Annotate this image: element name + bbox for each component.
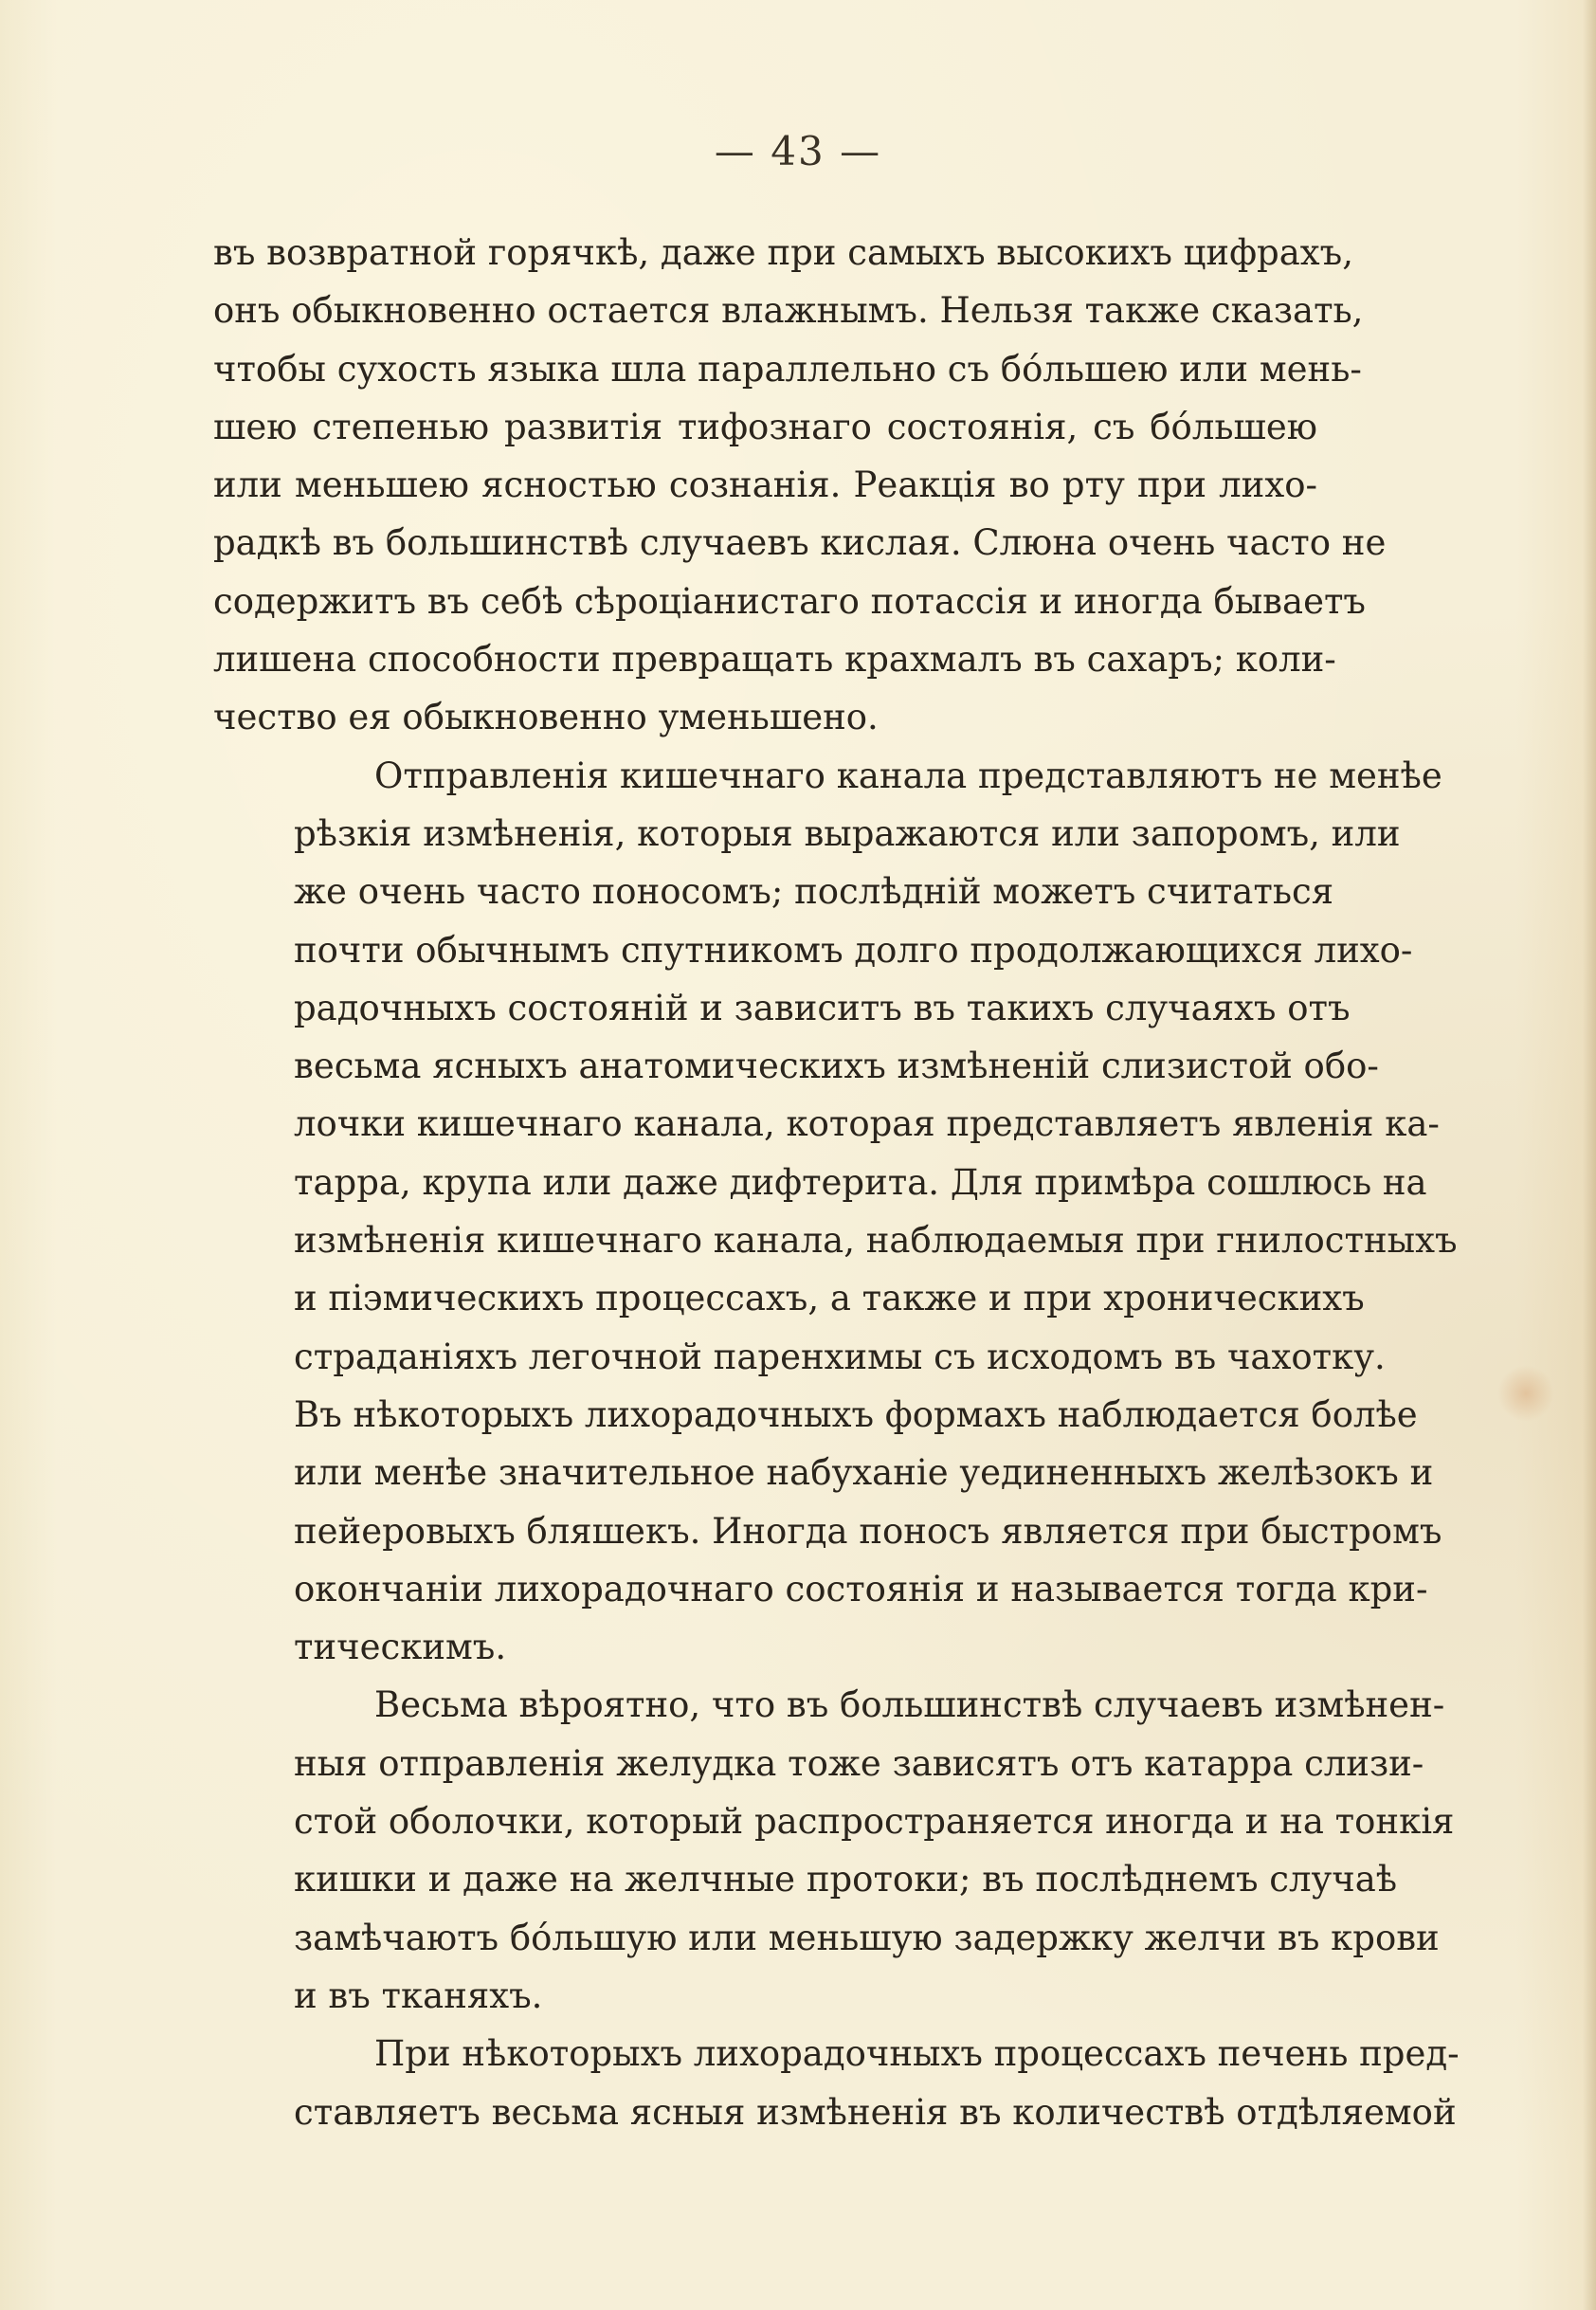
page-edge	[1583, 0, 1596, 2310]
text-line: тическимъ.	[294, 1627, 507, 1668]
text-line: тарра, крупа или даже дифтерита. Для примѣра сошлюсь на	[294, 1161, 1427, 1203]
text-line: или меньшею ясностью сознанія. Реакція во рту при лихо-	[213, 464, 1317, 506]
text-line: же очень часто поносомъ; послѣдній можетъ считаться	[294, 871, 1334, 913]
text-line: страданіяхъ легочной паренхимы съ исходомъ въ чахотку.	[294, 1336, 1386, 1377]
text-line: въ возвратной горячкѣ, даже при самыхъ высокихъ цифрахъ,	[213, 232, 1353, 273]
text-line: Въ нѣкоторыхъ лихорадочныхъ формахъ наблюдается болѣе	[294, 1393, 1418, 1435]
text-line: стой оболочки, который распространяется иногда и на тонкія	[294, 1801, 1455, 1843]
text-line: При нѣкоторыхъ лихорадочныхъ процессахъ печень пред-	[374, 2033, 1460, 2075]
text-line: онъ обыкновенно остается влажнымъ. Нельзя также сказать,	[213, 290, 1364, 332]
text-line: измѣненія кишечнаго канала, наблюдаемыя при гнилостныхъ	[294, 1220, 1458, 1262]
text-line: ныя отправленія желудка тоже зависятъ отъ катарра слизи-	[294, 1742, 1424, 1784]
text-line: чтобы сухость языка шла параллельно съ бо́льшею или мень-	[213, 348, 1362, 390]
text-line: Весьма вѣроятно, что въ большинствѣ случаевъ измѣнен-	[374, 1684, 1445, 1726]
text-line: пейеровыхъ бляшекъ. Иногда поносъ является при быстромъ	[294, 1510, 1442, 1552]
body-text	[213, 224, 1460, 2141]
text-line: почти обычнымъ спутникомъ долго продолжающихся лихо-	[294, 929, 1413, 971]
text-line: лочки кишечнаго канала, которая представляетъ явленія ка-	[294, 1103, 1440, 1145]
paragraph	[213, 224, 1387, 747]
text-line: замѣчаютъ бо́льшую или меньшую задержку желчи въ крови	[294, 1917, 1440, 1958]
text-line: кишки и даже на желчные протоки; въ послѣднемъ случаѣ	[294, 1859, 1398, 1901]
text-line: и въ тканяхъ.	[294, 1974, 543, 2016]
paragraph	[213, 1676, 1455, 2025]
page-number: — 43 —	[714, 128, 882, 174]
text-line: радкѣ въ большинствѣ случаевъ кислая. Слюна очень часто не	[213, 522, 1387, 564]
text-line: содержитъ въ себѣ сѣроціанистаго потассія и иногда бываетъ	[213, 580, 1366, 622]
text-line: радочныхъ состояній и зависитъ въ такихъ случаяхъ отъ	[294, 987, 1351, 1028]
text-line: и піэмическихъ процессахъ, а также и при хроническихъ	[294, 1278, 1365, 1319]
text-line: ставляетъ весьма ясныя измѣненія въ количествѣ отдѣляемой	[294, 2091, 1457, 2133]
paper-stain	[1497, 1365, 1554, 1422]
paragraph	[213, 747, 1458, 1677]
paragraph	[213, 2025, 1460, 2141]
text-line: весьма ясныхъ анатомическихъ измѣненій слизистой обо-	[294, 1046, 1379, 1087]
text-line: шею степенью развитія тифознаго состоянія, съ бо́льшею	[213, 406, 1317, 447]
text-line: чество ея обыкновенно уменьшено.	[213, 697, 879, 738]
text-line: рѣзкія измѣненія, которыя выражаются или запоромъ, или	[294, 812, 1401, 854]
text-line: окончаніи лихорадочнаго состоянія и называется тогда кри-	[294, 1568, 1428, 1610]
text-line: Отправленія кишечнаго канала представляютъ не менѣе	[374, 755, 1442, 796]
text-line: или менѣе значительное набуханіе уединенныхъ желѣзокъ и	[294, 1452, 1434, 1494]
text-line: лишена способности превращать крахмалъ въ сахаръ; коли-	[213, 639, 1336, 681]
